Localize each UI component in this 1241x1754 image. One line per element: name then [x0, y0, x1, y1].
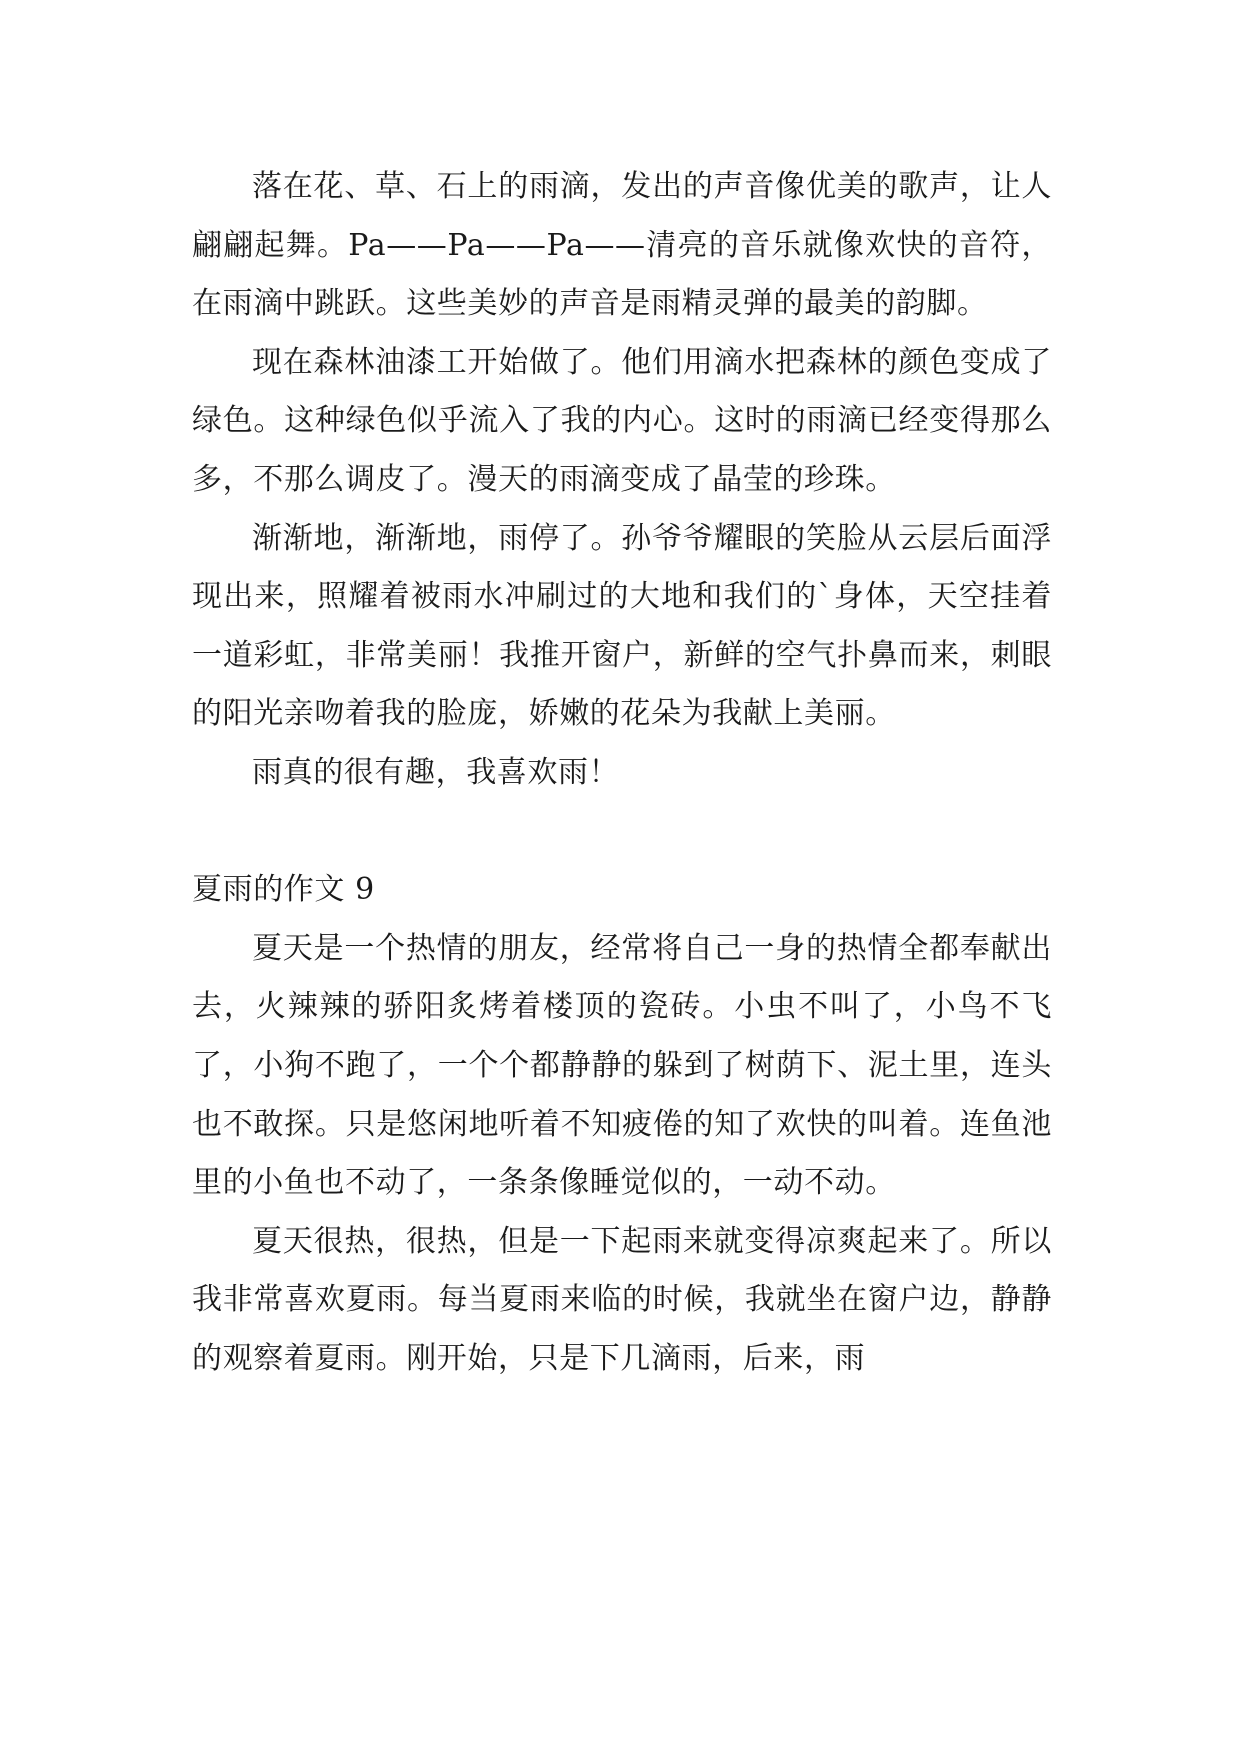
spacer	[192, 803, 1052, 862]
paragraph-rain-stops: 渐渐地，渐渐地，雨停了。孙爷爷耀眼的笑脸从云层后面浮现出来，照耀着被雨水冲刷过的大地和我们的`身体，天空挂着一道彩虹，非常美丽！我推开窗户，新鲜的空气扑鼻而来，刺眼的阳光亲吻着我的脸庞，娇嫩的花朵为我献上美丽。	[192, 520, 1052, 732]
paragraph-rain-sounds: 落在花、草、石上的雨滴，发出的声音像优美的歌声，让人翩翩起舞。Pa——Pa——Pa——清亮的音乐就像欢快的音符，在雨滴中跳跃。这些美妙的声音是雨精灵弹的最美的韵脚。	[192, 169, 1052, 322]
document-body	[192, 158, 1052, 1388]
section-title: 夏雨的作文 9	[192, 872, 375, 908]
paragraph-summer-heat: 夏天是一个热情的朋友，经常将自己一身的热情全都奉献出去，火辣辣的骄阳炙烤着楼顶的瓷砖。小虫不叫了，小鸟不飞了，小狗不跑了，一个个都静静的躲到了树荫下、泥土里，连头也不敢探。只是悠闲地听着不知疲倦的知了欢快的叫着。连鱼池里的小鱼也不动了，一条条像睡觉似的，一动不动。	[192, 930, 1052, 1201]
paragraph-summer-rain: 夏天很热，很热，但是一下起雨来就变得凉爽起来了。所以我非常喜欢夏雨。每当夏雨来临的时候，我就坐在窗户边，静静的观察着夏雨。刚开始，只是下几滴雨，后来，雨	[192, 1223, 1052, 1376]
paragraph-conclusion: 雨真的很有趣，我喜欢雨！	[252, 754, 620, 790]
paragraph-forest-painter: 现在森林油漆工开始做了。他们用滴水把森林的颜色变成了绿色。这种绿色似乎流入了我的内心。这时的雨滴已经变得那么多，不那么调皮了。漫天的雨滴变成了晶莹的珍珠。	[192, 344, 1052, 497]
